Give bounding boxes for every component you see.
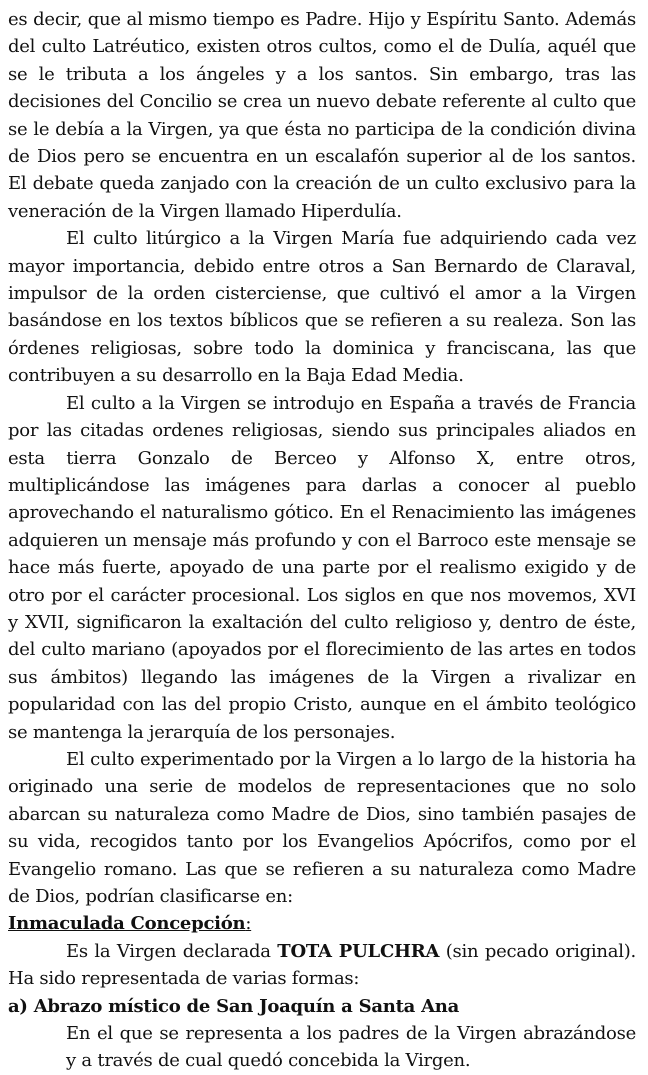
section-heading-text: Inmaculada Concepción: [8, 913, 246, 935]
tota-pulchra-emphasis: TOTA PULCHRA: [277, 940, 440, 962]
paragraph-4: El culto experimentado por la Virgen a lo largo de la historia ha originado una serie de modelos de representaciones que no solo abarcan su naturaleza como Madre de Dios, sino también pasajes de su vida, recogidos tanto por los Evangelios Apócrifos, como por el Evangelio romano. Las que se refieren a su naturaleza como Madre de Dios, podrían clasificarse en:: [8, 748, 636, 907]
paragraph-2: El culto litúrgico a la Virgen María fue adquiriendo cada vez mayor importancia, debido entre otros a San Bernardo de Claraval, impulsor de la orden cisterciense, que cultivó el amor a la Virgen basándose en los textos bíblicos que se refieren a su realeza. Son las órdenes religiosas, sobre todo la dominica y franciscana, las que contribuyen a su desarrollo en la Baja Edad Media.: [8, 228, 636, 387]
document-page: [8, 6, 636, 1075]
paragraph-1: es decir, que al mismo tiempo es Padre. Hijo y Espíritu Santo. Además del culto Latréutico, existen otros cultos, como el de Dulía, aquél que se le tributa a los ángeles y a los santos. Sin embargo, tras las decisiones del Concilio se crea un nuevo debate referente al culto que se le debía a la Virgen, ya que ésta no participa de la condición divina de Dios pero se encuentra en un escalafón superior al de los santos. El debate queda zanjado con la creación de un culto exclusivo para la veneración de la Virgen llamado Hiperdulía.: [8, 9, 636, 222]
section-heading: [8, 910, 636, 937]
section-intro-text: Es la Virgen declarada: [66, 940, 278, 962]
section-intro-rest: (sin pecado original). Ha sido representada de varias formas:: [8, 940, 636, 990]
section-intro: [8, 938, 636, 993]
subsection-text: En el que se representa a los padres de la Virgen abrazándose y a través de cual quedó concebida la Virgen.: [66, 1023, 636, 1072]
section-heading-colon: :: [245, 913, 252, 935]
subsection-heading: a) Abrazo místico de San Joaquín a Santa Ana: [8, 995, 460, 1017]
paragraph-3: El culto a la Virgen se introdujo en España a través de Francia por las citadas ordenes religiosas, siendo sus principales aliados en esta tierra Gonzalo de Berceo y Alfonso X, entre otros, multiplicándose las imágenes para darlas a conocer al pueblo aprovechando el naturalismo gótico. En el Renacimiento las imágenes adquieren un mensaje más profundo y con el Barroco este mensaje se hace más fuerte, apoyado de una parte por el realismo exigido y de otro por el carácter procesional. Los siglos en que nos movemos, XVI y XVII, significaron la exaltación del culto religioso y, dentro de éste, del culto mariano (apoyados por el florecimiento de las artes en todos sus ámbitos) llegando las imágenes de la Virgen a rivalizar en popularidad con las del propio Cristo, aunque en el ámbito teológico se mantenga la jerarquía de los personajes.: [8, 392, 636, 743]
